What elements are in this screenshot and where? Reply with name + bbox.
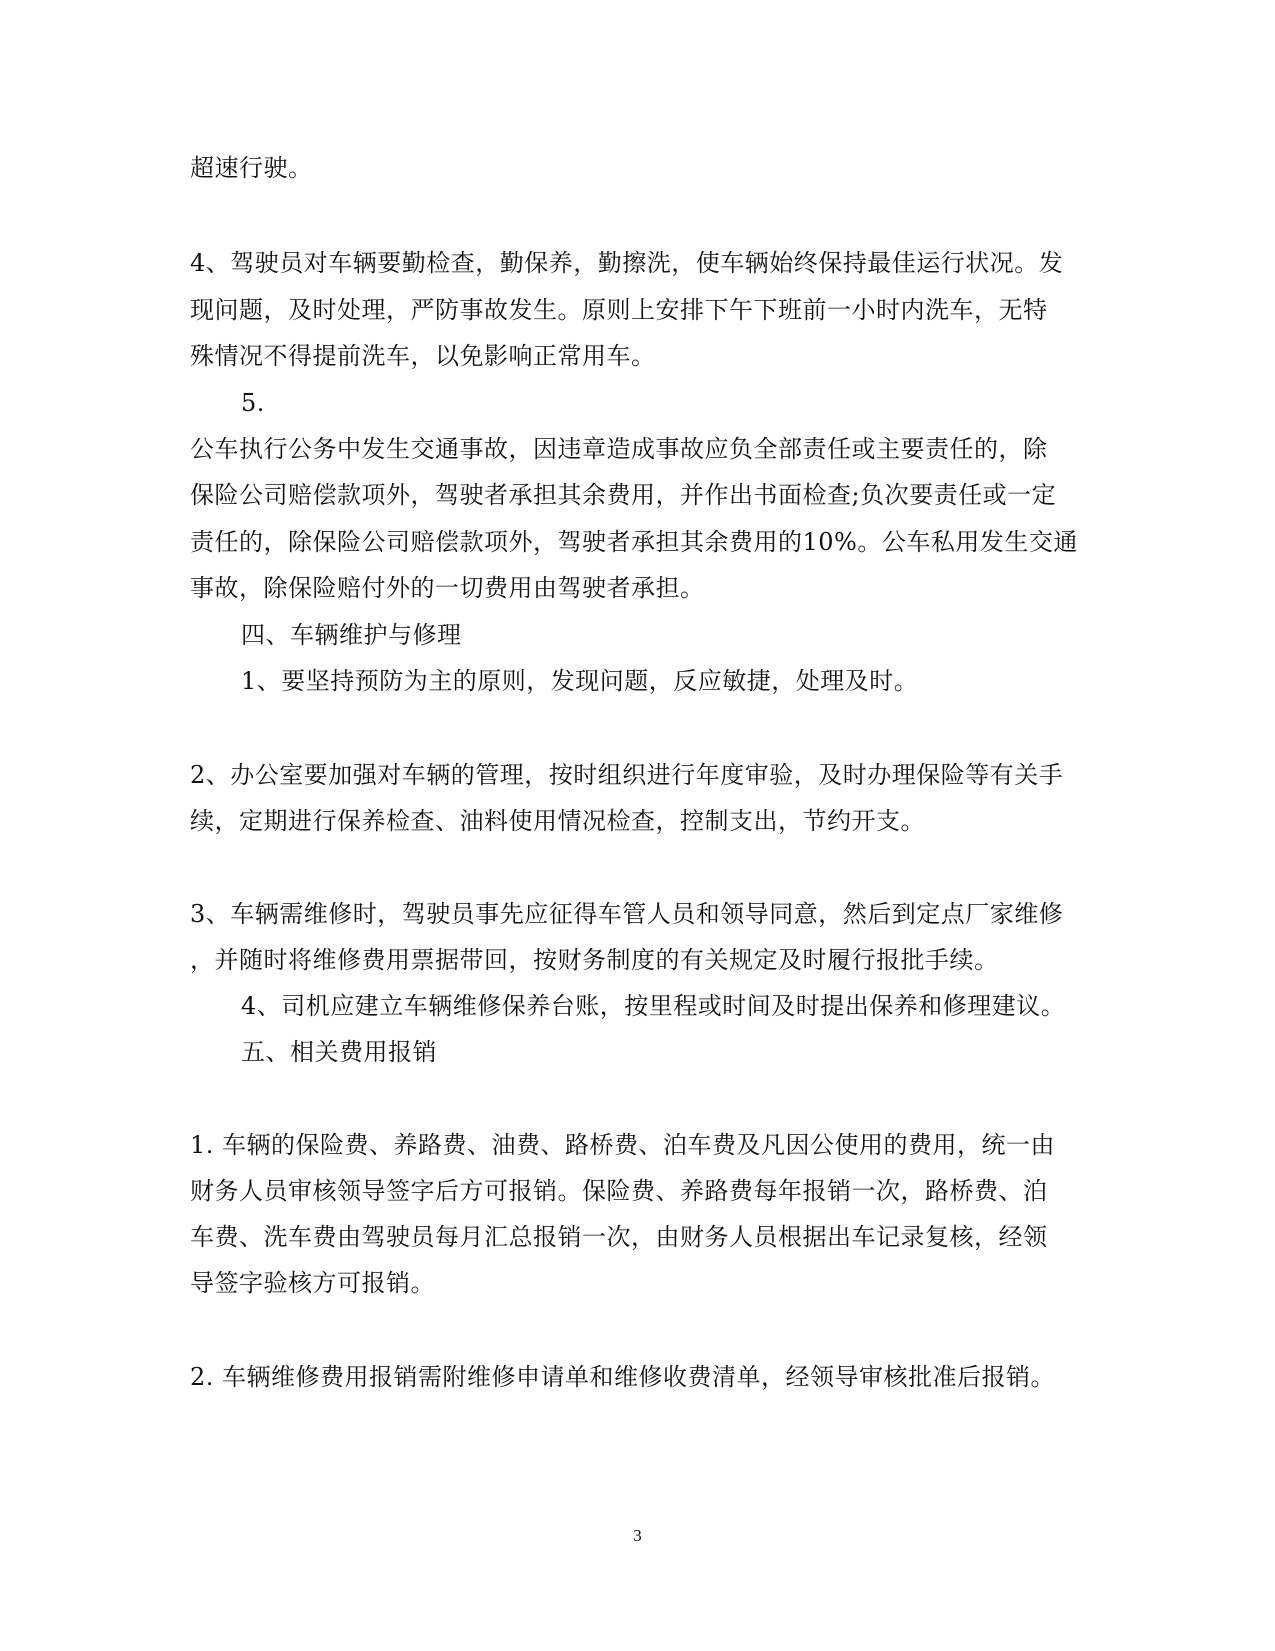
text-line: 4、司机应建立车辆维修保养台账，按里程或时间及时提出保养和修理建议。 — [241, 992, 1066, 1020]
page-number: 3 — [633, 1526, 642, 1545]
text-line: 续，定期进行保养检查、油料使用情况检查，控制支出，节约开支。 — [190, 807, 925, 835]
text-line: 现问题，及时处理，严防事故发生。原则上安排下午下班前一小时内洗车，无特 — [190, 296, 1048, 324]
text-line: 超速行驶。 — [190, 154, 313, 182]
text-line: 导签字验核方可报销。 — [190, 1269, 435, 1297]
text-line: 财务人员审核领导签字后方可报销。保险费、养路费每年报销一次，路桥费、泊 — [190, 1177, 1048, 1205]
text-line: 5. — [241, 389, 265, 417]
text-line: 2. 车辆维修费用报销需附维修申请单和维修收费清单，经领导审核批准后报销。 — [190, 1363, 1056, 1391]
text-line: 车费、洗车费由驾驶员每月汇总报销一次，由财务人员根据出车记录复核，经领 — [190, 1223, 1048, 1251]
text-line: 1. 车辆的保险费、养路费、油费、路桥费、泊车费及凡因公使用的费用，统一由 — [190, 1131, 1056, 1159]
text-line: 事故，除保险赔付外的一切费用由驾驶者承担。 — [190, 574, 705, 602]
text-line: 3、车辆需维修时，驾驶员事先应征得车管人员和领导同意，然后到定点厂家维修 — [190, 900, 1064, 928]
text-line: 公车执行公务中发生交通事故，因违章造成事故应负全部责任或主要责任的，除 — [190, 435, 1048, 463]
text-line: 责任的，除保险公司赔偿款项外，驾驶者承担其余费用的10%。公车私用发生交通 — [190, 528, 1078, 556]
section-heading: 五、相关费用报销 — [241, 1038, 437, 1066]
text-line: 殊情况不得提前洗车，以免影响正常用车。 — [190, 342, 656, 370]
section-heading: 四、车辆维护与修理 — [241, 621, 462, 649]
text-line: 2、办公室要加强对车辆的管理，按时组织进行年度审验，及时办理保险等有关手 — [190, 761, 1064, 789]
text-line: 4、驾驶员对车辆要勤检查，勤保养，勤擦洗，使车辆始终保持最佳运行状况。发 — [190, 249, 1064, 277]
text-line: ，并随时将维修费用票据带回，按财务制度的有关规定及时履行报批手续。 — [190, 946, 999, 974]
text-line: 1、要坚持预防为主的原则，发现问题，反应敏捷，处理及时。 — [241, 667, 919, 695]
text-line: 保险公司赔偿款项外，驾驶者承担其余费用，并作出书面检查;负次要责任或一定 — [190, 481, 1057, 509]
